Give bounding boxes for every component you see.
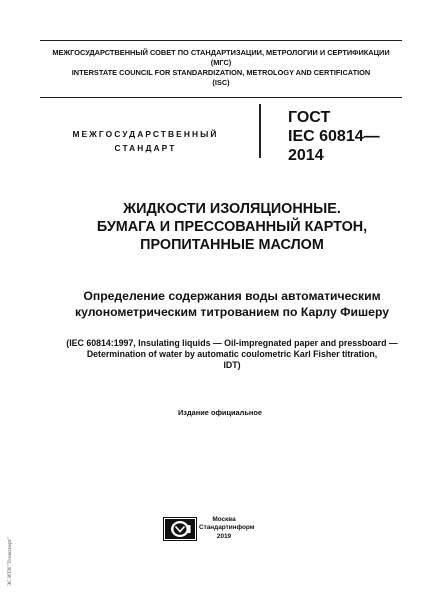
standartinform-logo-icon — [163, 517, 197, 541]
council-name-en: INTERSTATE COUNCIL FOR STANDARDIZATION, METROLOGY AND CERTIFICATION — [71, 68, 371, 77]
designation-line2: IEC 60814— — [288, 128, 380, 145]
standard-designation — [288, 108, 380, 165]
publisher-year: 2019 — [216, 532, 232, 540]
document-subtitle — [20, 288, 424, 320]
intl-line1: (IEC 60814:1997, Insulating liquids — Oil-impregnated paper and pressboard — — [66, 338, 398, 348]
title-line3: ПРОПИТАННЫЕ МАСЛОМ — [140, 237, 324, 253]
subtitle-line1: Определение содержания воды автоматическим — [83, 289, 381, 303]
side-stamp — [5, 496, 15, 586]
side-stamp-text: ЭС ИТИ "Техэксперт" — [7, 537, 13, 586]
edition-label: Издание официальное — [177, 408, 262, 417]
designation-line1: ГОСТ — [288, 109, 331, 126]
publisher-city: Москва — [212, 516, 236, 523]
standard-type — [58, 127, 233, 155]
subtitle-line2: кулонометрическим титрованием по Карлу Фишеру — [74, 305, 390, 319]
divider-vertical — [259, 104, 261, 158]
title-line2: БУМАГА И ПРЕССОВАННЫЙ КАРТОН, — [96, 219, 368, 235]
international-reference — [20, 338, 424, 371]
council-abbr-ru: (МГС) — [210, 58, 232, 67]
standard-type-line1: МЕЖГОСУДАРСТВЕННЫЙ — [72, 129, 219, 139]
designation-line3: 2014 — [288, 147, 324, 164]
title-line1: ЖИДКОСТИ ИЗОЛЯЦИОННЫЕ. — [123, 201, 341, 217]
publisher-block — [199, 516, 255, 541]
council-name-ru: МЕЖГОСУДАРСТВЕННЫЙ СОВЕТ ПО СТАНДАРТИЗАЦИИ, МЕТРОЛОГИИ И СЕРТИФИКАЦИИ — [52, 48, 390, 57]
council-header — [40, 40, 402, 98]
intl-line3: IDT) — [223, 360, 241, 370]
intl-line2: Determination of water by automatic coulometric Karl Fisher titration, — [86, 349, 378, 359]
publisher-name: Стандартинформ — [199, 524, 255, 532]
council-abbr-en: (ISC) — [212, 78, 230, 87]
standard-type-line2: СТАНДАРТ — [114, 143, 177, 153]
document-title — [20, 200, 424, 254]
